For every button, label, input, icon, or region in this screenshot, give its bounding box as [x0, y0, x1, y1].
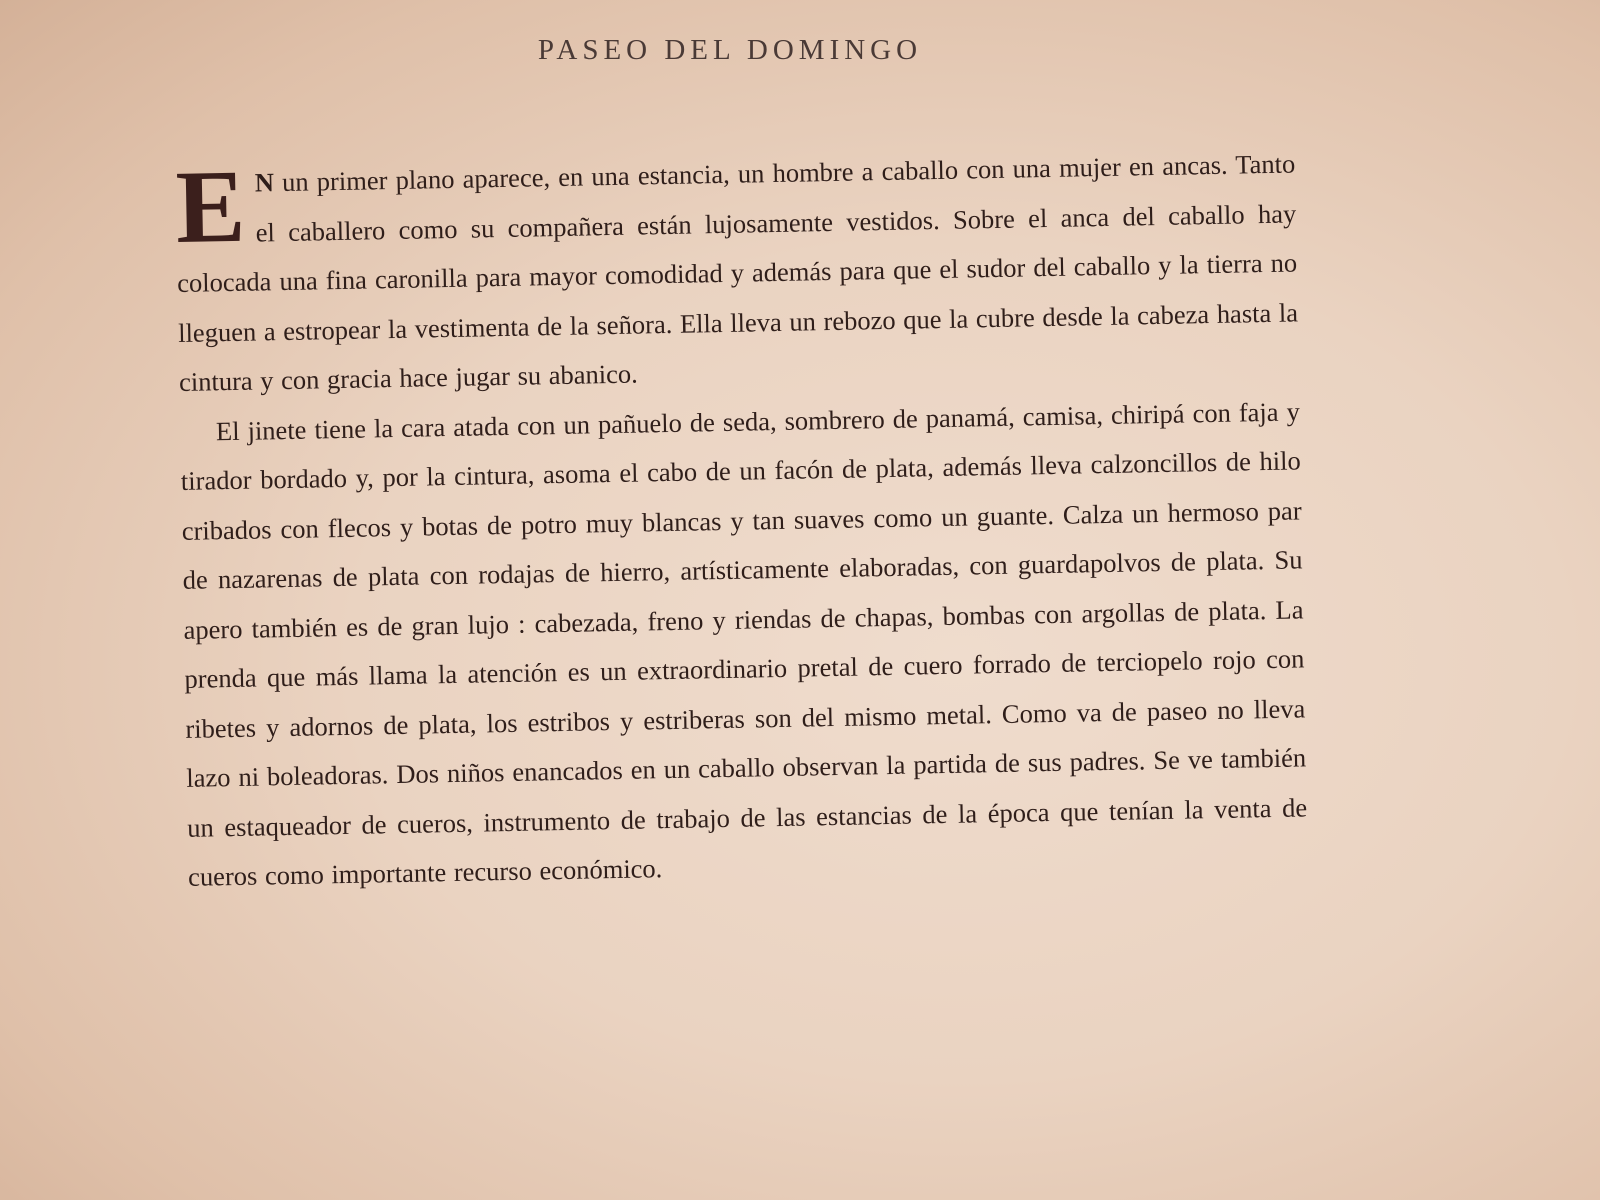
paragraph-2: El jinete tiene la cara atada con un pañuelo de seda, sombrero de panamá, camisa, chiripá con faja y tirador bordado y, por la cintura, asoma el cabo de un facón de plata, además lleva calzoncillos de hilo cribados con flecos y botas de potro muy blancas y tan suaves como un guante. Calza un hermoso par de nazarenas de plata con rodajas de hierro, artísticamente elaboradas, con guardapolvos de plata. Su apero también es de gran lujo : cabezada, freno y riendas de chapas, bombas con argollas de plata. La prenda que más llama la atención es un extraordinario pretal de cuero forrado de terciopelo rojo con ribetes y adornos de plata, los estribos y estriberas son del mismo metal. Como va de paseo no lleva lazo ni boleadoras. Dos niños enancados en un caballo observan la partida de sus padres. Se ve también un estaqueador de cueros, instrumento de trabajo de las estancias de la época que tenían la venta de cueros como importante recurso económico. [180, 395, 1308, 892]
paragraph-1 [175, 139, 1299, 407]
drop-cap: E [174, 148, 247, 265]
running-title: PASEO DEL DOMINGO [537, 34, 923, 66]
paragraph-1-text: un primer plano aparece, en una estancia, un hombre a caballo con una mujer en ancas. Tanto el caballero como su compañera están lujosamente vestidos. Sobre el anca del caballo hay colocada una fina caronilla para mayor comodidad y además para que el sudor del caballo y la tierra no lleguen a estropear la vestimenta de la señora. Ella lleva un rebozo que la cubre desde la cabeza hasta la cintura y con gracia hace jugar su abanico. [176, 148, 1299, 397]
body-text [175, 139, 1308, 902]
lead-in-caps: N [254, 167, 275, 198]
